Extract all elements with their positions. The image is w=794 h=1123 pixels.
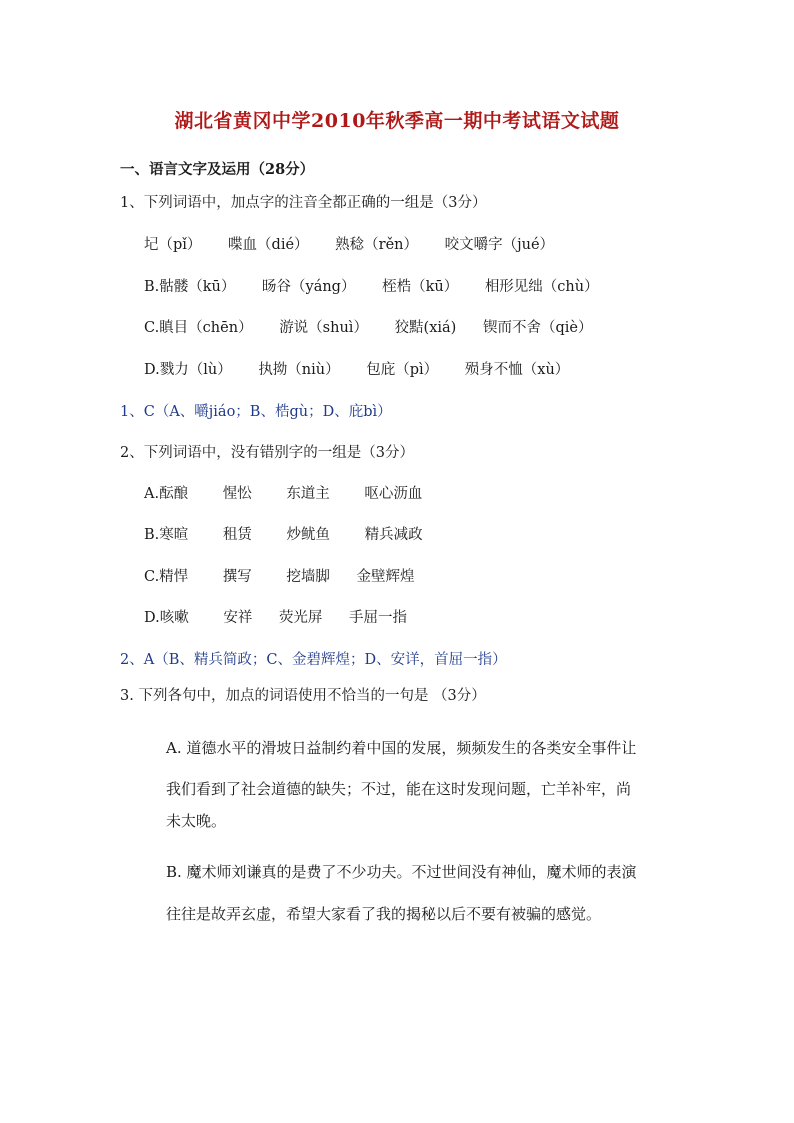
question-3-option-a-line-2: 我们看到了社会道德的缺失；不过，能在这时发现问题，亡羊补牢，尚 bbox=[166, 780, 632, 798]
option-term: 手屈一指 bbox=[349, 610, 408, 626]
option-term: 荧光屏 bbox=[278, 610, 323, 626]
question-2-option-a bbox=[144, 484, 422, 504]
question-1-answer: 1、C（A、嚼jiáo；B、梏gù；D、庇bì） bbox=[120, 404, 392, 420]
question-2-answer: 2、A（B、精兵简政；C、金碧辉煌；D、安详，首屈一指） bbox=[120, 652, 507, 668]
page-title: 湖北省黄冈中学2010年秋季高一期中考试语文试题 bbox=[174, 110, 620, 132]
option-term: 游说（shuì） bbox=[279, 320, 368, 336]
option-term: 东道主 bbox=[286, 486, 330, 502]
question-1-option-c bbox=[144, 318, 592, 338]
question-3-option-a-line-1: A. 道德水平的滑坡日益制约着中国的发展，频频发生的各类安全事件让 bbox=[166, 739, 637, 757]
option-term: 狡黠(xiá) bbox=[394, 320, 457, 336]
question-2-option-b bbox=[144, 525, 423, 545]
option-term: B.寒暄 bbox=[144, 527, 189, 543]
question-3-option-b-line-1: B. 魔术师刘谦真的是费了不少功夫。不过世间没有神仙，魔术师的表演 bbox=[166, 863, 637, 881]
option-term: 呕心沥血 bbox=[364, 486, 423, 502]
option-term: 咬文嚼字（jué） bbox=[444, 237, 555, 253]
question-1-option-b bbox=[144, 277, 599, 297]
option-term: 撰写 bbox=[222, 569, 252, 585]
option-term: 炒鱿鱼 bbox=[286, 527, 330, 543]
option-term: C.精悍 bbox=[144, 569, 189, 585]
question-1-stem: 1、下列词语中，加点字的注音全都正确的一组是（3分） bbox=[120, 195, 487, 211]
option-term: 锲而不舍（qiè） bbox=[482, 320, 593, 336]
option-term: 安祥 bbox=[223, 610, 253, 626]
section-heading: 一、语言文字及运用（28分） bbox=[120, 161, 315, 178]
question-2-option-d bbox=[144, 608, 407, 628]
option-term: 包庇（pì） bbox=[366, 362, 439, 378]
question-1-option-a bbox=[144, 235, 554, 255]
option-term: A.酝酿 bbox=[144, 486, 189, 502]
option-term: 旸谷（yáng） bbox=[262, 279, 356, 295]
option-term: 租赁 bbox=[222, 527, 252, 543]
option-term: C.瞋目（chēn） bbox=[144, 320, 253, 336]
option-term: 金壁辉煌 bbox=[356, 569, 415, 585]
option-term: 熟稔（rěn） bbox=[335, 237, 419, 253]
question-2-stem: 2、下列词语中，没有错别字的一组是（3分） bbox=[120, 445, 414, 461]
question-3-option-b-line-2: 往往是故弄玄虚，希望大家看了我的揭秘以后不要有被骗的感觉。 bbox=[166, 905, 602, 923]
option-term: 桎梏（kū） bbox=[382, 279, 459, 295]
question-1-option-d bbox=[144, 360, 569, 380]
option-term: D.咳嗽 bbox=[144, 610, 189, 626]
question-2-option-c bbox=[144, 567, 415, 587]
option-term: 殒身不恤（xù） bbox=[464, 362, 570, 378]
option-term: 喋血（dié） bbox=[228, 237, 309, 253]
option-term: 惺忪 bbox=[222, 486, 252, 502]
question-3-stem: 3. 下列各句中，加点的词语使用不恰当的一句是 （3分） bbox=[120, 688, 486, 704]
option-term: B.骷髅（kū） bbox=[144, 279, 236, 295]
option-term: D.戮力（lù） bbox=[144, 362, 232, 378]
question-3-option-a-line-3: 未太晚。 bbox=[166, 812, 227, 830]
option-term: 执拗（niù） bbox=[258, 362, 340, 378]
option-term: 相形见绌（chù） bbox=[484, 279, 599, 295]
option-term: 挖墙脚 bbox=[286, 569, 330, 585]
option-term: 圮（pǐ） bbox=[144, 237, 202, 253]
option-term: 精兵减政 bbox=[364, 527, 423, 543]
